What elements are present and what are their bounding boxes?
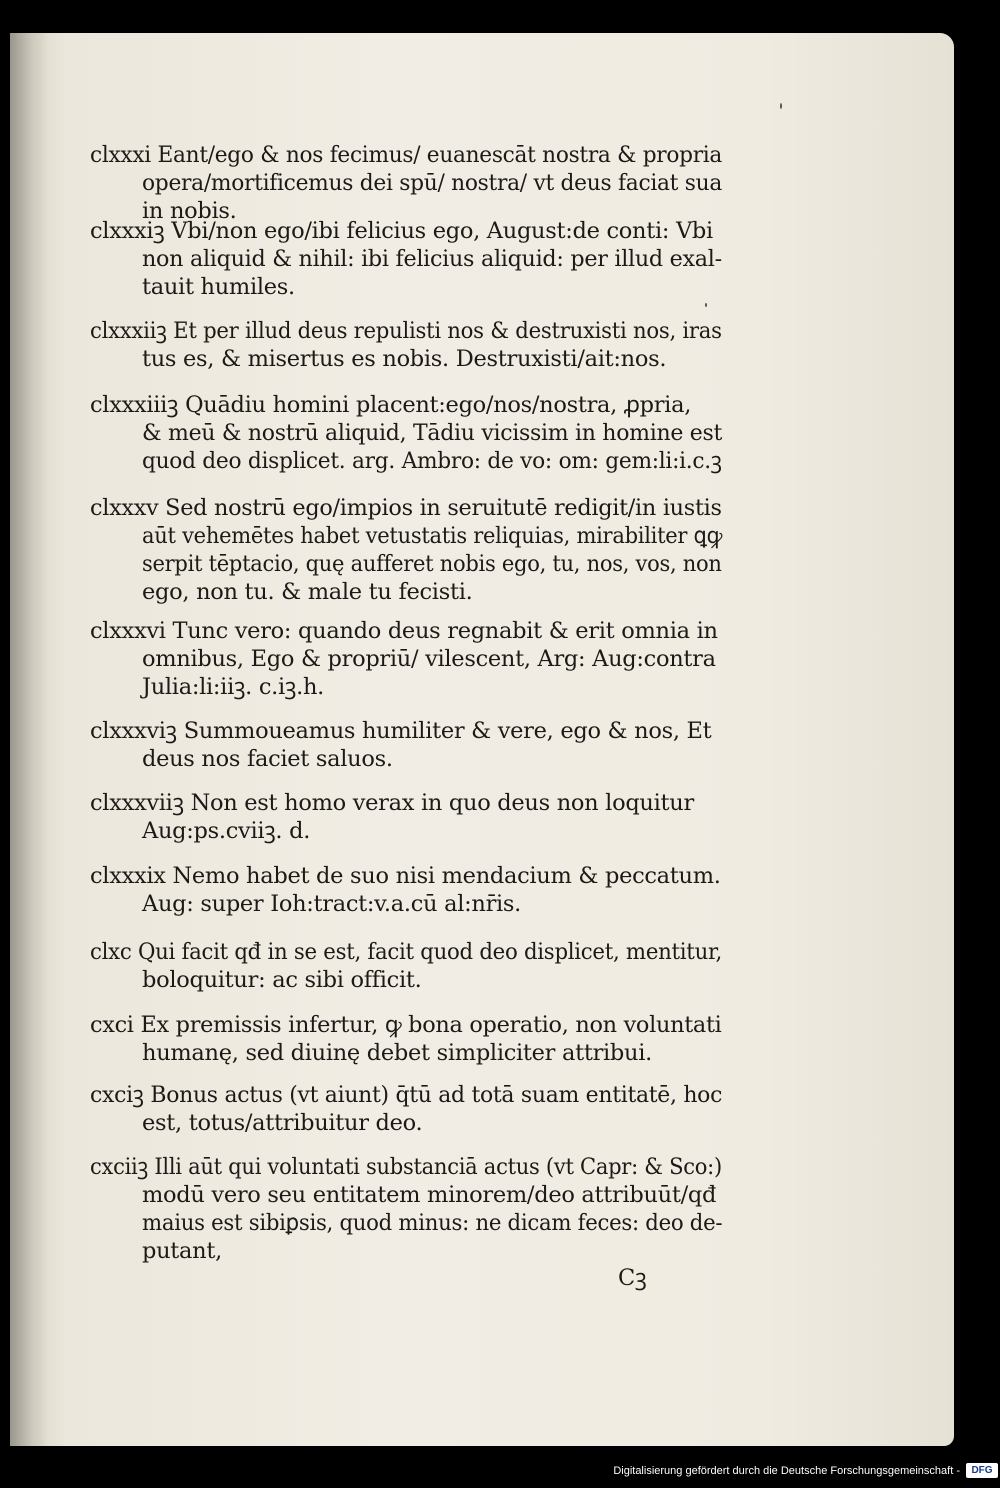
thesis-continuation-line: serpit tēptacio, quę aufferet nobis ego, tu, nos, vos, non <box>142 551 722 577</box>
thesis-first-line: cxciꝫ Bonus actus (vt aiunt) q̄tū ad totā suam entitatē, hoc <box>90 1082 723 1108</box>
dfg-logo: DFG <box>966 1463 998 1478</box>
thesis-continuation-line: opera/mortificemus dei spū/ nostra/ vt deus faciat sua <box>142 170 723 196</box>
thesis-continuation-line: tauit humiles. <box>142 274 295 300</box>
thesis-continuation-line: tus es, & misertus es nobis. Destruxisti/ait:nos. <box>142 346 667 372</box>
footer-credit: Digitalisierung gefördert durch die Deutsche Forschungsgemeinschaft - <box>613 1465 960 1477</box>
thesis-continuation-line: & meū & nostrū aliquid, Tādiu vicissim in homine est <box>142 420 723 446</box>
thesis-first-line: clxxxv Sed nostrū ego/impios in seruitutē redigit/in iustis <box>90 495 722 521</box>
ink-speck <box>780 103 782 109</box>
thesis-continuation-line: Julia:li:iiꝫ. c.iꝫ.h. <box>142 674 325 700</box>
thesis-continuation-line: humanę, sed diuinę debet simpliciter attribui. <box>142 1040 652 1066</box>
thesis-continuation-line: deus nos faciet saluos. <box>142 746 393 772</box>
thesis-continuation-line: quod deo displicet. arg. Ambro: de vo: om: gem:li:i.c.ꝫ <box>142 448 722 474</box>
thesis-continuation-line: non aliquid & nihil: ibi felicius aliquid: per illud exal- <box>142 246 722 272</box>
book-page <box>10 33 954 1446</box>
thesis-first-line: clxxxix Nemo habet de suo nisi mendacium & peccatum. <box>90 863 721 889</box>
thesis-continuation-line: in nobis. <box>142 198 237 224</box>
thesis-first-line: clxxxviiꝫ Non est homo verax in quo deus non loquitur <box>90 790 694 816</box>
thesis-continuation-line: omnibus, Ego & propriū/ vilescent, Arg: Aug:contra <box>142 646 716 672</box>
thesis-continuation-line: aūt vehemētes habet vetustatis reliquias, mirabiliter ꝗꝙ <box>142 523 723 549</box>
thesis-first-line: cxci Ex premissis infertur, ꝙ bona operatio, non voluntati <box>90 1012 722 1038</box>
thesis-continuation-line: est, totus/attribuitur deo. <box>142 1110 423 1136</box>
thesis-continuation-line: ego, non tu. & male tu fecisti. <box>142 579 473 605</box>
thesis-first-line: clxxxvi Tunc vero: quando deus regnabit & erit omnia in <box>90 618 718 644</box>
thesis-first-line: clxxxi Eant/ego & nos fecimus/ euanescāt nostra & propria <box>90 142 723 168</box>
thesis-first-line: clxxxviꝫ Summoueamus humiliter & vere, ego & nos, Et <box>90 718 712 744</box>
page-gutter-shadow <box>10 33 48 1446</box>
ink-speck <box>705 303 707 307</box>
thesis-continuation-line: Aug:ps.cviiꝫ. d. <box>142 818 311 844</box>
folio-signature: Cꝫ <box>618 1265 647 1291</box>
thesis-first-line: clxxxiꝫ Vbi/non ego/ibi felicius ego, August:de conti: Vbi <box>90 218 713 244</box>
thesis-first-line: clxxxiiiꝫ Quādiu homini placent:ego/nos/nostra, ꝓpria, <box>90 392 692 418</box>
thesis-continuation-line: Aug: super Ioh:tract:v.a.cū al:nr̄is. <box>142 891 522 917</box>
thesis-first-line: cxciiꝫ Illi aūt qui voluntati substanciā actus (vt Capr: & Sco:) <box>90 1154 722 1180</box>
thesis-continuation-line: modū vero seu entitatem minorem/deo attribuūt/qđ <box>142 1182 717 1208</box>
thesis-continuation-line: boloquitur: ac sibi officit. <box>142 967 422 993</box>
thesis-continuation-line: putant, <box>142 1238 222 1264</box>
thesis-continuation-line: maius est sibiꝑsis, quod minus: ne dicam feces: deo de- <box>142 1210 723 1236</box>
thesis-first-line: clxxxiiꝫ Et per illud deus repulisti nos & destruxisti nos, iras <box>90 318 722 344</box>
thesis-first-line: clxc Qui facit qđ in se est, facit quod deo displicet, mentitur, <box>90 939 722 965</box>
